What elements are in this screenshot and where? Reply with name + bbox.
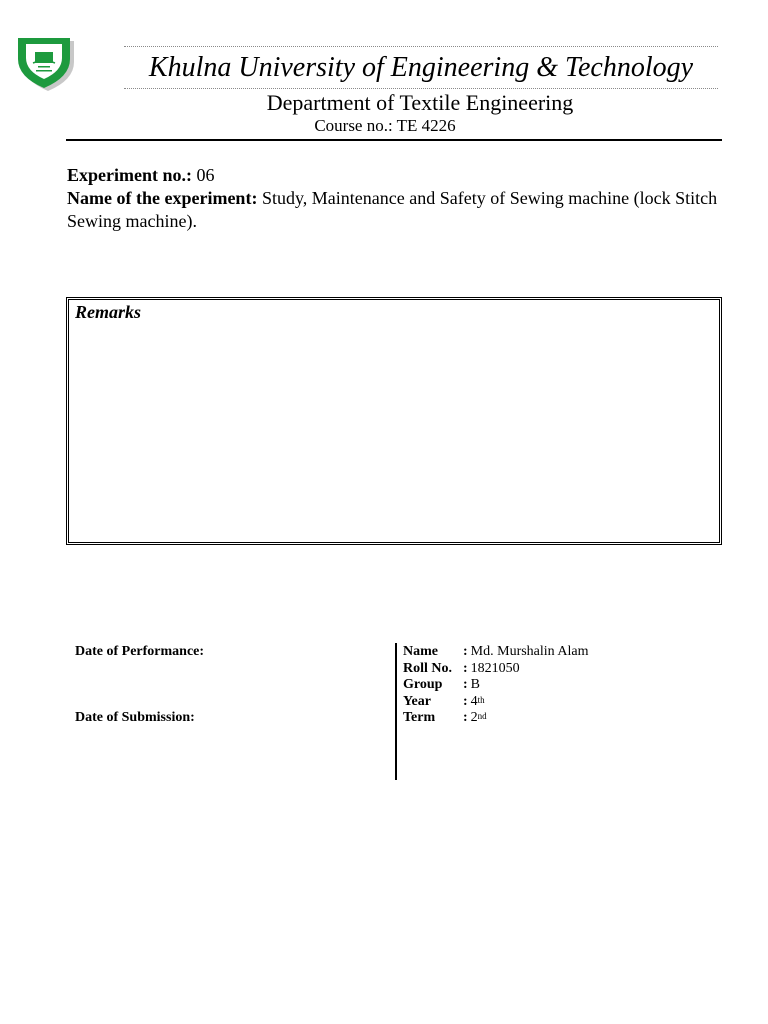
experiment-name — [67, 187, 723, 233]
date-of-performance-label: Date of Performance: — [75, 644, 205, 659]
student-info — [403, 644, 589, 727]
student-term-suffix: nd — [477, 711, 487, 722]
student-year-value: 4 — [470, 693, 478, 709]
student-year-label: Year — [403, 693, 431, 709]
student-roll-row: Roll No. : 1821050 — [403, 660, 520, 676]
student-term-label: Term — [403, 710, 436, 726]
university-logo-icon — [14, 36, 78, 92]
student-year-suffix: th — [477, 694, 485, 705]
date-of-submission-label: Date of Submission: — [75, 710, 195, 725]
student-group-label: Group — [403, 677, 443, 693]
header-dotted-line-bottom — [124, 88, 718, 89]
student-name-label: Name — [403, 644, 438, 659]
student-roll-label: Roll No. — [403, 660, 452, 676]
experiment-number-label: Experiment no.: — [67, 165, 192, 185]
student-name-row: Name : Md. Murshalin Alam — [403, 644, 589, 659]
course-label: Course no.: — [314, 116, 393, 135]
experiment-name-label: Name of the experiment: — [67, 188, 258, 208]
course-value: TE 4226 — [396, 116, 456, 135]
student-roll-value: 1821050 — [470, 660, 520, 676]
student-term-row: Term : 2 $^{nd}$ — [403, 710, 487, 726]
experiment-number — [67, 164, 723, 187]
student-name-value: Md. Murshalin Alam — [470, 644, 589, 659]
department-name: Department of Textile Engineering — [266, 90, 574, 115]
course-number — [270, 116, 500, 136]
info-divider — [395, 643, 397, 780]
header-rule — [66, 139, 722, 141]
remarks-box — [66, 297, 722, 545]
experiment-name-value: Study, Maintenance and Safety of Sewing machine (lock Stitch Sewing machine). — [67, 188, 718, 231]
university-name: Khulna University of Engineering & Technology — [148, 52, 694, 83]
remarks-label: Remarks — [75, 302, 142, 322]
student-group-row: Group : B — [403, 677, 481, 693]
student-year-row: Year : 4 $^{th}$ — [403, 693, 485, 709]
student-term-value: 2 — [470, 710, 478, 726]
student-group-value: B — [470, 677, 481, 693]
experiment-number-value: 06 — [196, 165, 215, 185]
header-dotted-line-top — [124, 46, 718, 47]
experiment-section — [67, 164, 723, 233]
